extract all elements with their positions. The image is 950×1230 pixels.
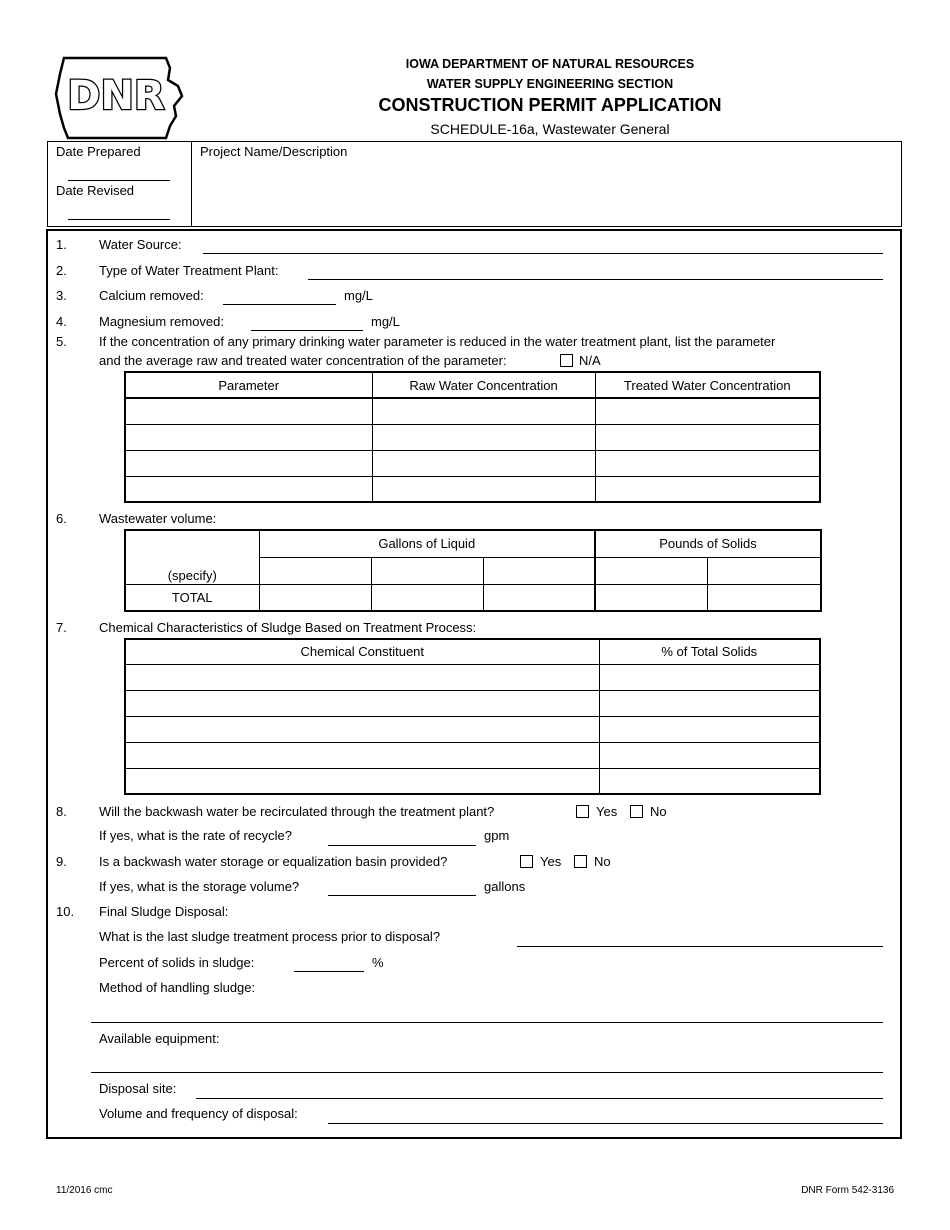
table-cell[interactable] bbox=[707, 584, 821, 611]
footer-form-number: DNR Form 542-3136 bbox=[801, 1185, 894, 1196]
parameter-table bbox=[124, 371, 821, 503]
table-cell[interactable] bbox=[125, 742, 599, 768]
disposal-site-field[interactable] bbox=[196, 1098, 883, 1099]
table-cell[interactable] bbox=[125, 716, 599, 742]
wastewater-volume-table bbox=[124, 529, 822, 612]
table-cell[interactable] bbox=[483, 557, 595, 584]
blank-corner-cell bbox=[125, 530, 259, 557]
table-cell[interactable] bbox=[371, 557, 483, 584]
magnesium-removed-label: Magnesium removed: bbox=[99, 314, 224, 329]
recycle-rate-unit: gpm bbox=[484, 828, 510, 843]
final-sludge-disposal-label: Final Sludge Disposal: bbox=[99, 904, 229, 919]
q5-text-line1: If the concentration of any primary drinking water parameter is reduced in the water treatment plant, list the parameter bbox=[99, 334, 776, 349]
table-cell[interactable] bbox=[599, 742, 820, 768]
treatment-plant-type-label: Type of Water Treatment Plant: bbox=[99, 263, 279, 278]
available-equipment-field[interactable] bbox=[91, 1072, 883, 1073]
q9-no-label: No bbox=[594, 854, 611, 869]
raw-concentration-header: Raw Water Concentration bbox=[372, 372, 595, 398]
q4-number: 4. bbox=[56, 314, 67, 329]
q1-number: 1. bbox=[56, 237, 67, 252]
q8-no-label: No bbox=[650, 804, 667, 819]
q7-number: 7. bbox=[56, 620, 67, 635]
table-cell[interactable] bbox=[259, 584, 371, 611]
form-title: CONSTRUCTION PERMIT APPLICATION bbox=[378, 95, 722, 115]
table-cell[interactable] bbox=[595, 450, 820, 476]
dnr-logo bbox=[54, 54, 186, 140]
table-cell[interactable] bbox=[595, 398, 820, 424]
specify-row-label: (specify) bbox=[125, 557, 259, 584]
q9-number: 9. bbox=[56, 854, 67, 869]
table-cell[interactable] bbox=[125, 424, 372, 450]
table-cell[interactable] bbox=[125, 690, 599, 716]
org-name: IOWA DEPARTMENT OF NATURAL RESOURCES bbox=[405, 57, 695, 71]
water-source-field[interactable] bbox=[203, 253, 883, 254]
available-equipment-label: Available equipment: bbox=[99, 1031, 220, 1046]
q3-number: 3. bbox=[56, 288, 67, 303]
logo-text: DNR bbox=[67, 73, 165, 119]
storage-volume-field[interactable] bbox=[328, 895, 476, 896]
table-cell[interactable] bbox=[371, 584, 483, 611]
q2-number: 2. bbox=[56, 263, 67, 278]
magnesium-unit: mg/L bbox=[371, 314, 400, 329]
project-label: Project Name/Description bbox=[200, 144, 348, 159]
sludge-chem-label: Chemical Characteristics of Sludge Based on Treatment Process: bbox=[99, 620, 477, 635]
treated-concentration-header: Treated Water Concentration bbox=[595, 372, 820, 398]
table-cell[interactable] bbox=[599, 664, 820, 690]
q10-number: 10. bbox=[56, 904, 75, 919]
table-cell[interactable] bbox=[595, 424, 820, 450]
last-treatment-process-field[interactable] bbox=[517, 946, 883, 947]
chemical-constituent-table bbox=[124, 638, 821, 795]
disposal-volume-frequency-label: Volume and frequency of disposal: bbox=[99, 1106, 298, 1121]
table-cell[interactable] bbox=[125, 398, 372, 424]
q5-na-label: N/A bbox=[579, 353, 601, 368]
percent-solids-header: % of Total Solids bbox=[599, 639, 820, 664]
date-revised-label: Date Revised bbox=[56, 183, 135, 198]
treatment-plant-type-field[interactable] bbox=[308, 279, 883, 280]
table-cell[interactable] bbox=[125, 450, 372, 476]
table-cell[interactable] bbox=[125, 476, 372, 502]
handling-method-label: Method of handling sludge: bbox=[99, 980, 256, 995]
q5-number: 5. bbox=[56, 334, 67, 349]
wastewater-volume-label: Wastewater volume: bbox=[99, 511, 217, 526]
table-cell[interactable] bbox=[259, 557, 371, 584]
table-cell[interactable] bbox=[707, 557, 821, 584]
disposal-volume-frequency-field[interactable] bbox=[328, 1123, 883, 1124]
total-row-label: TOTAL bbox=[125, 584, 259, 611]
schedule-subtitle: SCHEDULE-16a, Wastewater General bbox=[430, 121, 670, 137]
pounds-solids-header: Pounds of Solids bbox=[595, 530, 821, 557]
q9-yes-label: Yes bbox=[540, 854, 562, 869]
table-cell[interactable] bbox=[595, 584, 707, 611]
table-cell[interactable] bbox=[599, 690, 820, 716]
q5-na-checkbox[interactable] bbox=[560, 354, 573, 367]
table-cell[interactable] bbox=[599, 716, 820, 742]
table-cell[interactable] bbox=[595, 476, 820, 502]
date-prepared-label: Date Prepared bbox=[56, 144, 141, 159]
storage-volume-label: If yes, what is the storage volume? bbox=[99, 879, 300, 894]
table-cell[interactable] bbox=[372, 424, 595, 450]
recycle-rate-field[interactable] bbox=[328, 845, 476, 846]
q6-number: 6. bbox=[56, 511, 67, 526]
q9-yes-checkbox[interactable] bbox=[520, 855, 533, 868]
percent-solids-field[interactable] bbox=[294, 971, 364, 972]
date-prepared-field[interactable] bbox=[68, 180, 170, 181]
handling-method-field[interactable] bbox=[91, 1022, 883, 1023]
calcium-removed-label: Calcium removed: bbox=[99, 288, 204, 303]
date-revised-field[interactable] bbox=[68, 219, 170, 220]
table-cell[interactable] bbox=[599, 768, 820, 794]
water-source-label: Water Source: bbox=[99, 237, 182, 252]
backwash-recirculated-label: Will the backwash water be recirculated through the treatment plant? bbox=[99, 804, 495, 819]
footer-revision-date: 11/2016 cmc bbox=[56, 1185, 113, 1196]
table-cell[interactable] bbox=[372, 476, 595, 502]
gallons-liquid-header: Gallons of Liquid bbox=[259, 530, 595, 557]
calcium-unit: mg/L bbox=[344, 288, 373, 303]
calcium-removed-field[interactable] bbox=[223, 304, 336, 305]
q9-no-checkbox[interactable] bbox=[574, 855, 587, 868]
project-description-field[interactable] bbox=[192, 160, 900, 224]
q5-text-line2: and the average raw and treated water concentration of the parameter: bbox=[99, 353, 507, 368]
chemical-constituent-header: Chemical Constituent bbox=[125, 639, 599, 664]
magnesium-removed-field[interactable] bbox=[251, 330, 363, 331]
q8-no-checkbox[interactable] bbox=[630, 805, 643, 818]
q8-number: 8. bbox=[56, 804, 67, 819]
section-name: WATER SUPPLY ENGINEERING SECTION bbox=[426, 77, 674, 91]
q8-yes-label: Yes bbox=[596, 804, 618, 819]
table-cell[interactable] bbox=[483, 584, 595, 611]
storage-basin-label: Is a backwash water storage or equalization basin provided? bbox=[99, 854, 448, 869]
disposal-site-label: Disposal site: bbox=[99, 1081, 177, 1096]
table-cell[interactable] bbox=[372, 450, 595, 476]
last-treatment-process-label: What is the last sludge treatment process prior to disposal? bbox=[99, 929, 441, 944]
storage-volume-unit: gallons bbox=[484, 879, 526, 894]
q8-yes-checkbox[interactable] bbox=[576, 805, 589, 818]
table-cell[interactable] bbox=[125, 664, 599, 690]
percent-solids-label: Percent of solids in sludge: bbox=[99, 955, 255, 970]
table-cell[interactable] bbox=[125, 768, 599, 794]
percent-solids-unit: % bbox=[372, 955, 384, 970]
table-cell[interactable] bbox=[595, 557, 707, 584]
table-cell[interactable] bbox=[372, 398, 595, 424]
recycle-rate-label: If yes, what is the rate of recycle? bbox=[99, 828, 292, 843]
parameter-header: Parameter bbox=[125, 372, 372, 398]
